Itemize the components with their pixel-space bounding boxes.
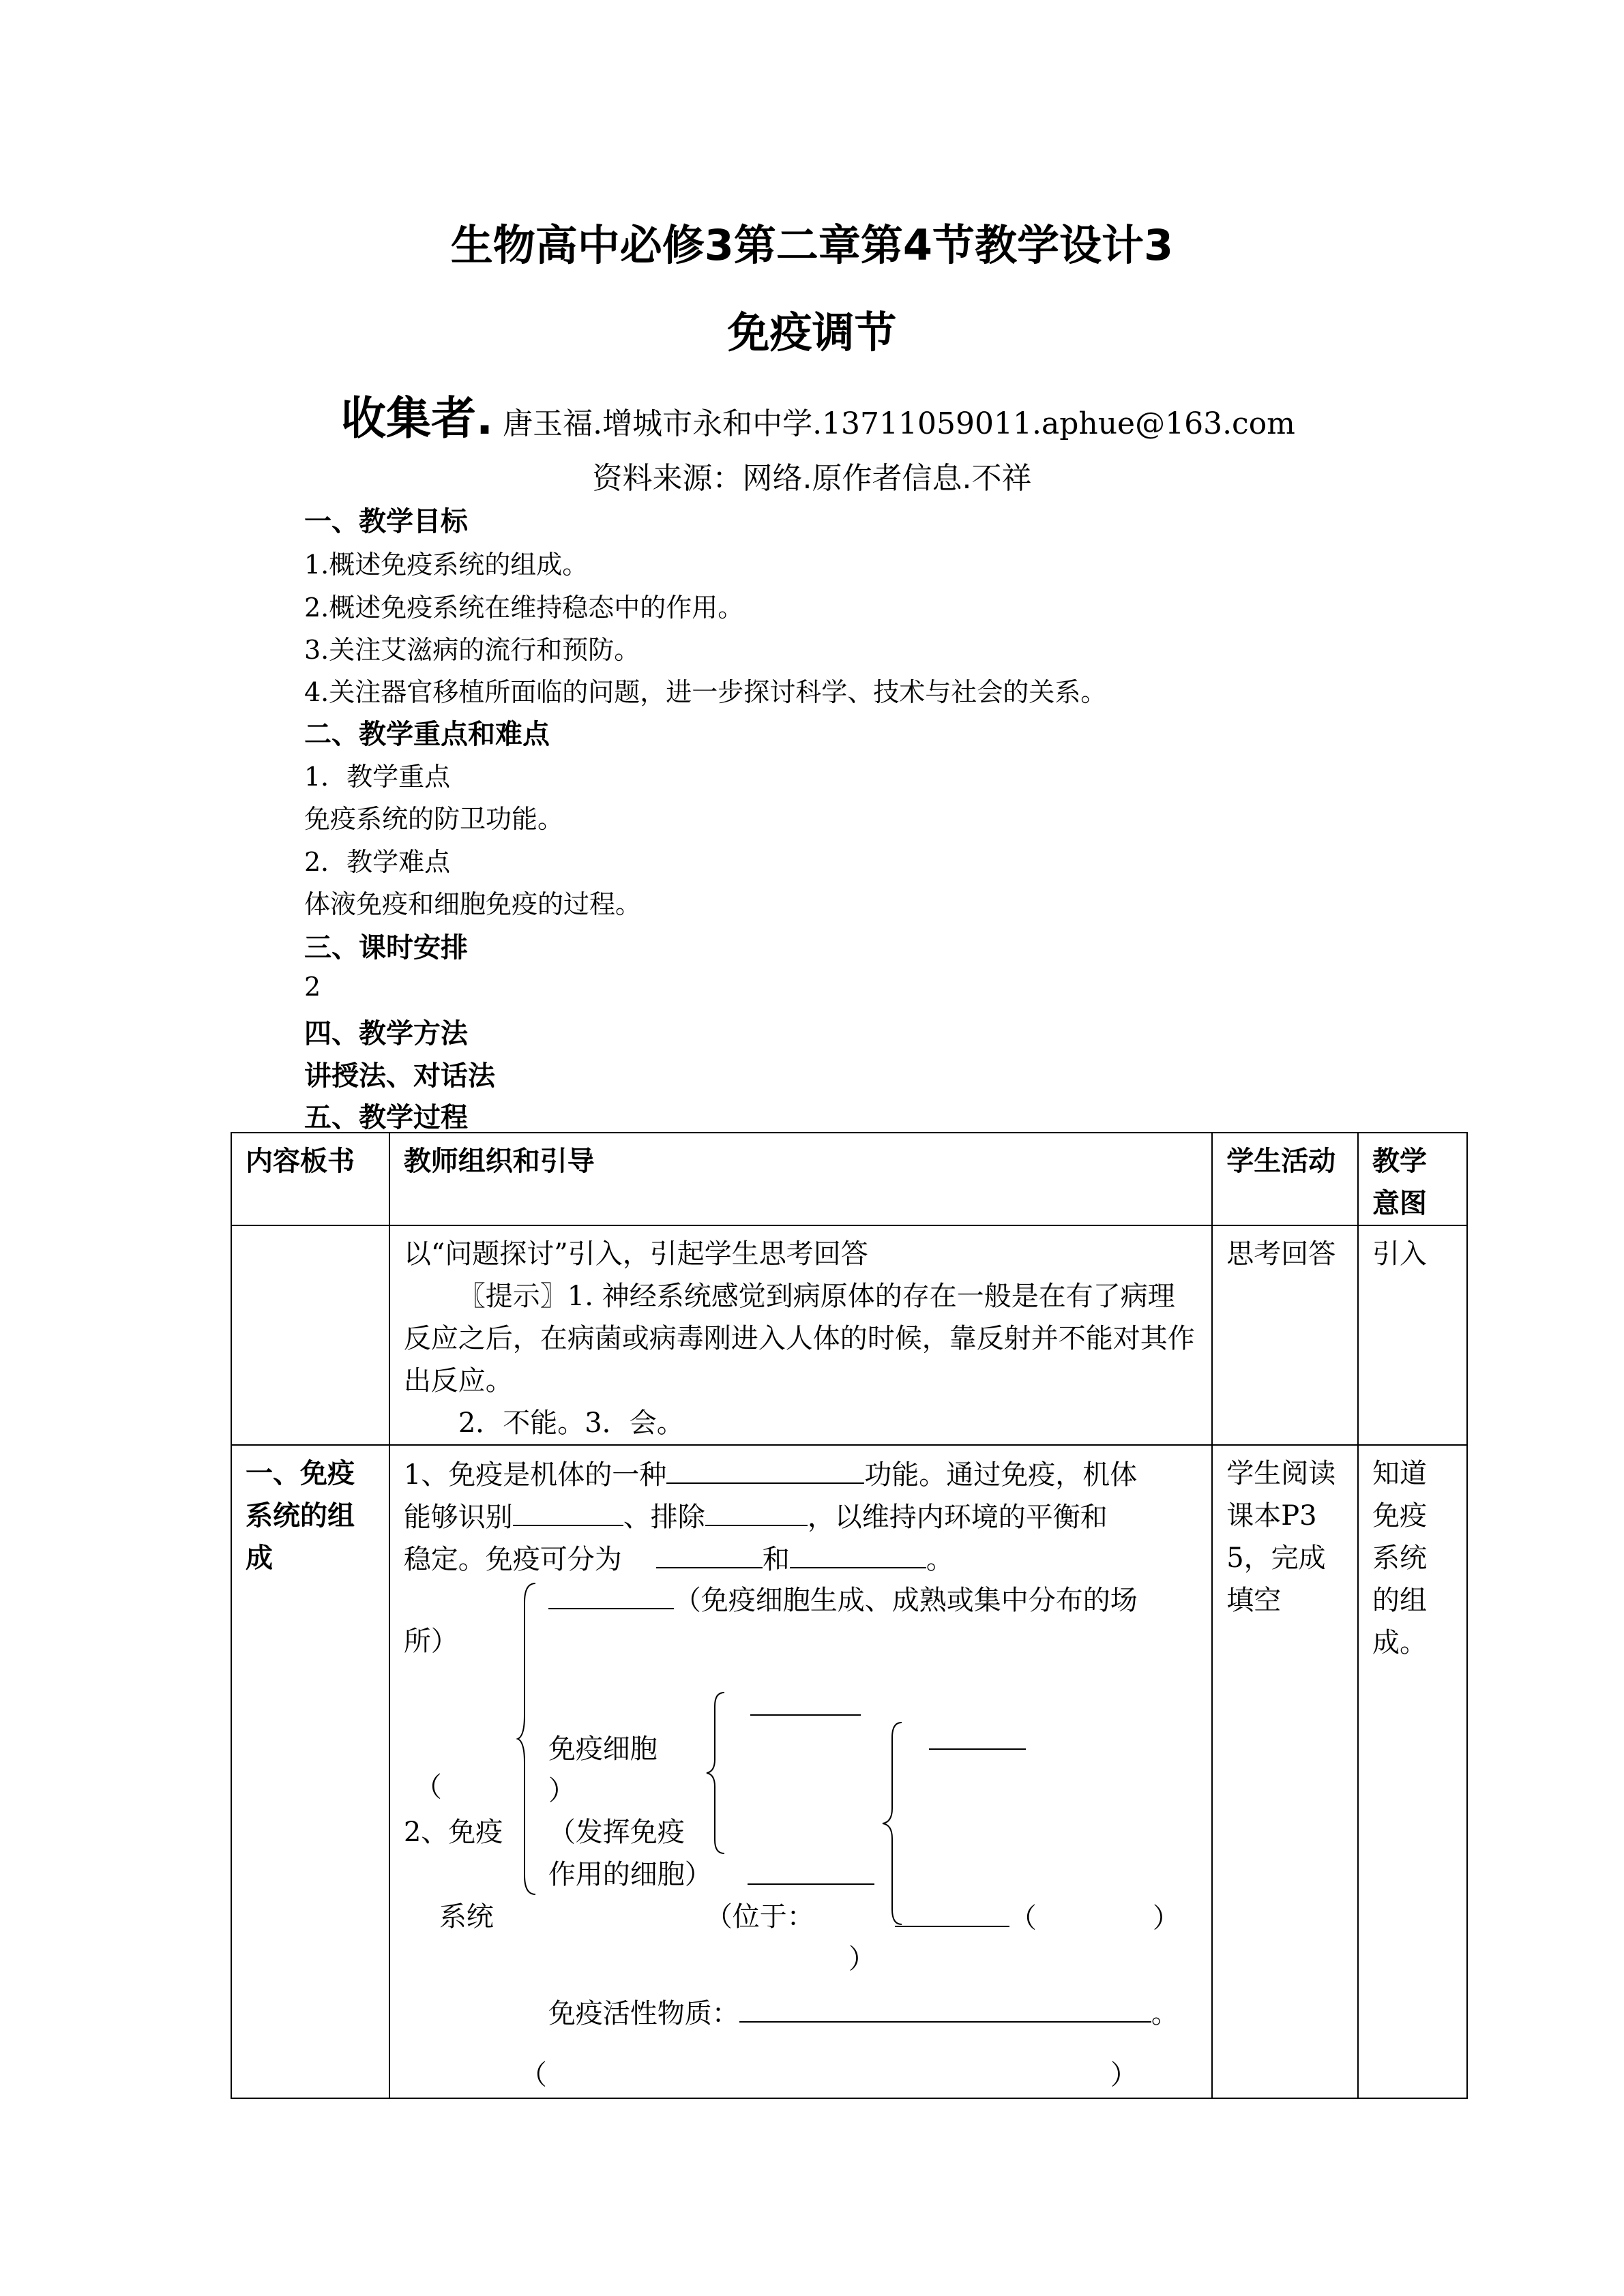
- fill-blank[interactable]: [513, 1495, 623, 1526]
- fill-blank[interactable]: [750, 1684, 861, 1716]
- section5-heading: 五、教学过程: [304, 1102, 468, 1133]
- key-point-label: 1．教学重点: [304, 762, 451, 792]
- table-row: [231, 1225, 1467, 1445]
- section2-heading: 二、教学重点和难点: [304, 719, 550, 750]
- immune-def-text: 和: [762, 1544, 790, 1575]
- fill-blank[interactable]: [705, 1495, 808, 1526]
- cells-desc: （发挥免疫: [548, 1817, 685, 1848]
- active-label: 免疫活性物质：: [548, 1998, 739, 2029]
- doc-title-line2: 免疫调节: [727, 308, 897, 357]
- source-line: 资料来源：网络.原作者信息.不祥: [592, 461, 1032, 496]
- key-point-text: 免疫系统的防卫功能。: [304, 804, 564, 834]
- cells-brace: [704, 1691, 726, 1855]
- table-row: [231, 1445, 1467, 2098]
- immune-def-text: 能够识别: [403, 1502, 513, 1533]
- immune-def-text: 稳定。免疫可分为: [403, 1544, 622, 1575]
- paren-open: （: [414, 1772, 442, 1803]
- collector-label: 收集者: [341, 392, 476, 445]
- row2-student: 学生阅读课本P35，完成填空: [1212, 1445, 1358, 2098]
- objective-item: 2.概述免疫系统在维持稳态中的作用。: [304, 593, 744, 623]
- immune-def-text: 、排除: [623, 1502, 705, 1533]
- row1-answer: 2．不能。3．会。: [458, 1407, 684, 1439]
- sub-brace: [880, 1721, 903, 1926]
- position-paren: （: [1009, 1903, 1037, 1934]
- immune-def-text: ，以维持内环境的平衡和: [807, 1502, 1108, 1533]
- organ-note: （免疫细胞生成、成熟或集中分布的场: [673, 1585, 1138, 1616]
- fill-blank[interactable]: [929, 1718, 1026, 1750]
- row2-intent: 知道免疫系统的组成。: [1358, 1445, 1467, 2098]
- bottom-paren: ）: [1110, 2059, 1138, 2091]
- header-intent: 教学意图: [1358, 1133, 1467, 1225]
- row1-intro: 以“问题探讨”引入，引起学生思考回答: [403, 1238, 868, 1270]
- system-label: 系统: [439, 1901, 494, 1933]
- row1-content: [231, 1225, 389, 1445]
- collector-dot: .: [476, 392, 494, 445]
- active-end: 。: [1151, 1998, 1179, 2029]
- paren-close: ）: [548, 1775, 576, 1806]
- section3-heading: 三、课时安排: [304, 932, 468, 964]
- difficulty-label: 2．教学难点: [304, 847, 451, 877]
- row1-teacher: [389, 1225, 1212, 1445]
- section4-heading: 四、教学方法: [304, 1018, 468, 1049]
- fill-blank[interactable]: [656, 1537, 763, 1568]
- objective-item: 1.概述免疫系统的组成。: [304, 550, 589, 580]
- cells-desc: 作用的细胞）: [548, 1859, 712, 1890]
- fill-blank[interactable]: [748, 1853, 874, 1885]
- teaching-process-table: [231, 1132, 1468, 2099]
- fill-blank[interactable]: [790, 1537, 926, 1568]
- fill-blank[interactable]: [895, 1896, 1009, 1927]
- position-paren: ）: [1152, 1903, 1180, 1934]
- system-label: 2、免疫: [403, 1817, 503, 1848]
- position-end: ）: [848, 1943, 876, 1975]
- fill-blank[interactable]: [739, 1991, 1151, 2023]
- collector-line: [341, 382, 1295, 447]
- position-label: （位于：: [705, 1901, 814, 1933]
- bottom-paren: （: [519, 2059, 547, 2091]
- immune-def-text: 1、免疫是机体的一种: [403, 1459, 667, 1491]
- objective-item: 4.关注器官移植所面临的问题，进一步探讨科学、技术与社会的关系。: [304, 677, 1107, 707]
- immune-def-text: 。: [926, 1544, 954, 1575]
- row1-intent: 引入: [1358, 1225, 1467, 1445]
- immune-def-text: 功能。通过免疫，机体: [864, 1459, 1138, 1491]
- table-header-row: [231, 1133, 1467, 1225]
- fill-blank[interactable]: [548, 1578, 674, 1609]
- collector-info: 唐玉福.增城市永和中学.13711059011.aphue@163.com: [503, 406, 1295, 441]
- method-value: 讲授法、对话法: [304, 1060, 495, 1092]
- objective-item: 3.关注艾滋病的流行和预防。: [304, 635, 640, 665]
- class-hours-value: 2: [304, 972, 321, 1002]
- row1-student: 思考回答: [1212, 1225, 1358, 1445]
- section1-heading: 一、教学目标: [304, 506, 468, 537]
- difficulty-text: 体液免疫和细胞免疫的过程。: [304, 889, 642, 919]
- fill-blank[interactable]: [666, 1452, 864, 1484]
- header-student: 学生活动: [1212, 1133, 1358, 1225]
- system-brace: [516, 1582, 537, 1896]
- header-teacher: 教师组织和引导: [389, 1133, 1212, 1225]
- organ-note2: 所）: [403, 1626, 458, 1657]
- doc-title-line1: 生物高中必修3第二章第4节教学设计3: [450, 220, 1174, 270]
- row2-teacher: [389, 1445, 1212, 2098]
- row2-content: 一、免疫系统的组成: [231, 1445, 389, 2098]
- row1-hint: 〖提示〗1. 神经系统感觉到病原体的存在一般是在有了病理反应之后，在病菌或病毒刚进入人体的时候，靠反射并不能对其作出反应。: [403, 1281, 1195, 1397]
- cells-label: 免疫细胞: [548, 1733, 658, 1765]
- header-content: 内容板书: [231, 1133, 389, 1225]
